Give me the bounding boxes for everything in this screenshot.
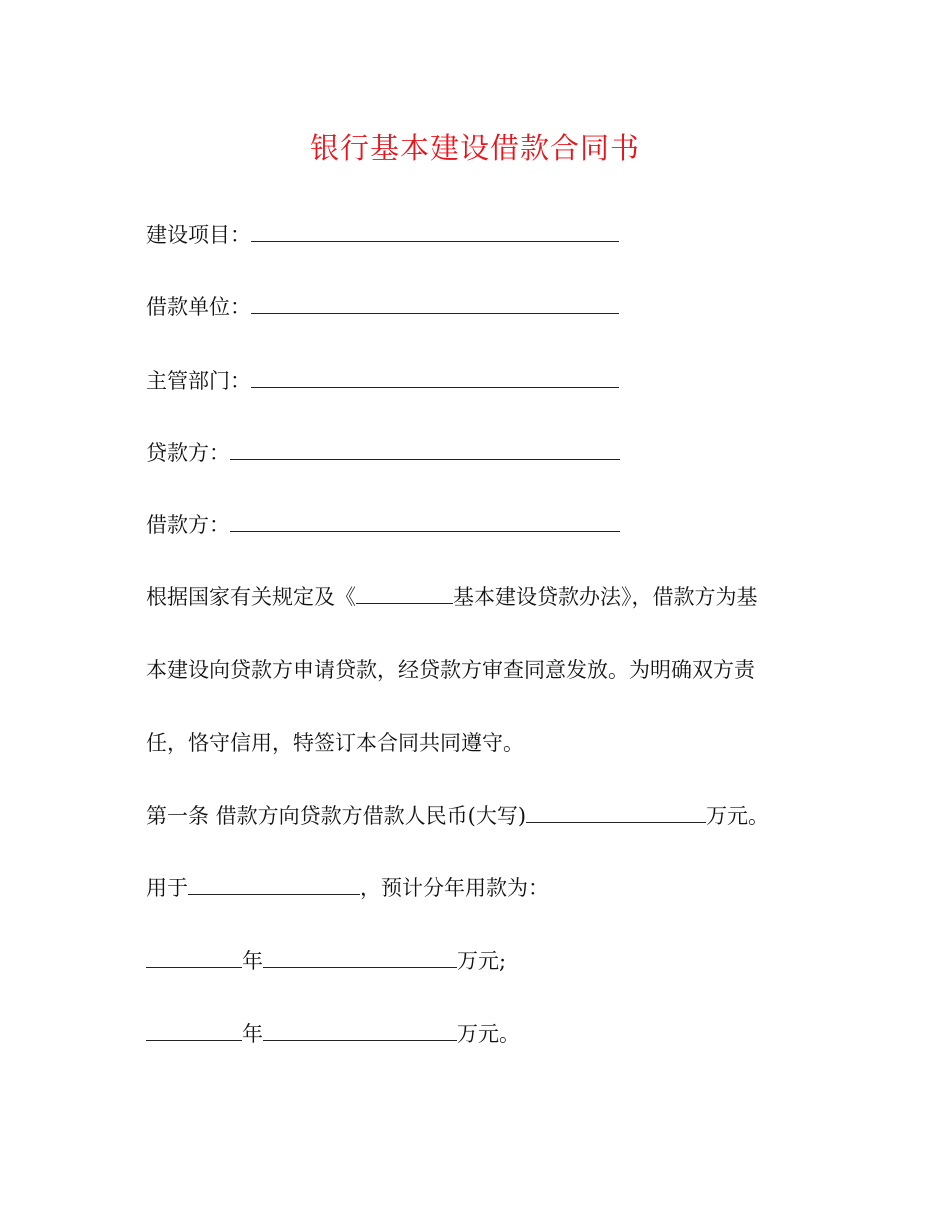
preamble-text: 根据国家有关规定及《 (146, 585, 356, 609)
field-competent-department (146, 366, 619, 396)
preamble-text: 基本建设贷款办法》，借款方为基 (453, 585, 758, 609)
usage-line (146, 873, 549, 903)
field-label: 建设项目： (146, 223, 251, 247)
unit-label: 万元。 (457, 1022, 520, 1046)
blank-line (251, 293, 619, 314)
year-label: 年 (242, 949, 263, 973)
preamble-line-1 (146, 582, 758, 612)
yearly-line-2 (146, 1019, 520, 1049)
blank-line (526, 802, 706, 823)
blank-line (263, 1020, 457, 1041)
blank-line (251, 367, 619, 388)
field-lender (146, 438, 620, 468)
field-borrowing-unit (146, 292, 619, 322)
field-label: 借款单位： (146, 295, 251, 319)
blank-line (251, 221, 619, 242)
field-label: 借款方： (146, 513, 230, 537)
blank-line (356, 583, 453, 604)
field-label: 主管部门： (146, 369, 251, 393)
field-borrower (146, 510, 620, 540)
blank-line (146, 947, 242, 968)
yearly-line-1 (146, 946, 506, 976)
article-text: 第一条 借款方向贷款方借款人民币(大写) (146, 804, 527, 828)
blank-line (146, 1020, 242, 1041)
document-title: 银行基本建设借款合同书 (309, 131, 640, 165)
field-construction-project (146, 220, 619, 250)
article-1 (146, 801, 769, 831)
blank-line (263, 947, 457, 968)
blank-line (230, 439, 620, 460)
article-text: 万元。 (706, 804, 770, 828)
year-label: 年 (242, 1022, 263, 1046)
preamble-line-2: 本建设向贷款方申请贷款，经贷款方审查同意发放。为明确双方责 (146, 658, 755, 682)
blank-line (230, 511, 620, 532)
usage-text: 用于 (146, 876, 188, 900)
preamble-line-3: 任，恪守信用，特签订本合同共同遵守。 (146, 731, 524, 755)
field-label: 贷款方： (146, 441, 230, 465)
unit-label: 万元; (457, 949, 507, 973)
usage-text: ，预计分年用款为： (360, 876, 549, 900)
blank-line (188, 874, 360, 895)
